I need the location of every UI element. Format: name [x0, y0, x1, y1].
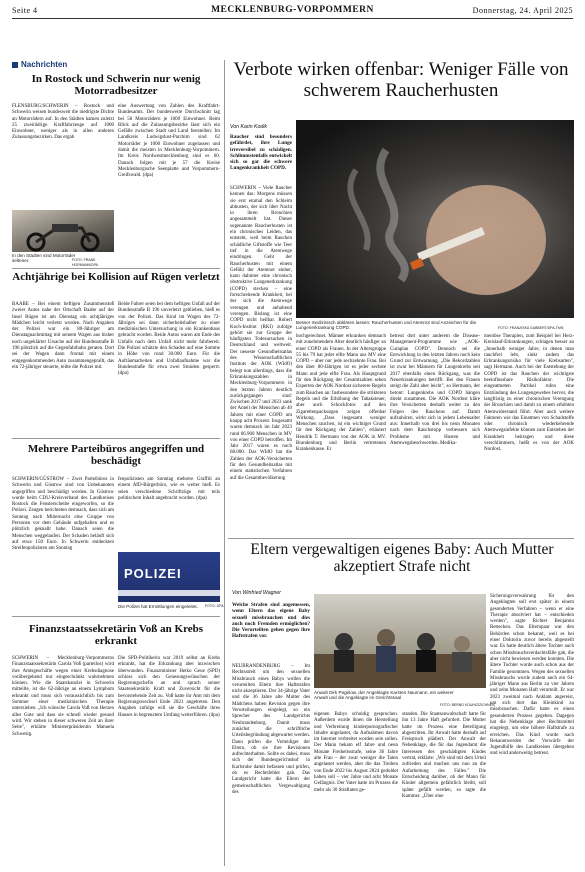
- baby-credit: FOTO: BERND KOUHIZ/ZICHNEN: [440, 703, 495, 707]
- main-byline: Von Karin Kodik: [230, 124, 268, 130]
- article3-headline: Mehrere Parteibüros angegriffen und beschädigt: [27, 443, 205, 467]
- article1-headline: In Rostock und Schwerin nur wenig Motorradbesitzer: [31, 73, 201, 97]
- baby-caption: Anwalt Dirk Pegelow, der Angeklagte Karsten Naumann, ein weiterer Anwalt und die Angeklagte im Gerichtssaal: [314, 690, 454, 701]
- courtroom-photo: [314, 594, 486, 688]
- baby-col4: Sicherungsverwahrung für den Angeklagten soll erst später in einem gesonderten Verfahren – wenn er eine Therapie absolviert hat – entschieden werden", sagte Richter Benjamin Bettecken. Das Elternpaar war den Behörden schon bekannt, weil es bei einer Doktorin zuvor bereits abgestellt war. Es hatte deutlich ältere Tochter auch schon Missbrauchsverdachtsfälle gab, die aber nicht bewiesen werden konnten. Die ältere Tochter wurde auch schon aus der Familie genommen. Wegen des sexuellen Missbrauchs wurde zudem auch ein 64-jähriger Mann aus Berlin zu vier Jahren und zehn Monaten Haft verurteilt. Er war 2023 zweimal nach Anklam angereist, um sich dort das Kleinkind zu missbrauchen. Dafür hatte es einen gesonderten Prozess gegeben. Dagegen hat die Nebenklage aber Rechtsmittel eingelegt, um eine höhere Haftstrafe zu erreichen. Das Kind wurde nach Bekanntwerden der Vorwürfe der Jugendhilfe des Landkreises übergeben und wird anderweitig betreut.: [490, 594, 574, 757]
- article1-caption: In den Städten sind Motorräder seltener.: [12, 253, 76, 264]
- article3-col1: SCHWERIN/GÜSTROW – Zwei Parteibüros in Schwerin und Güstrow sind von Unbekannten angegriffen und beschädigt worden. In Güstrow wurde beim CDU-Kreisverband des Landkreises Rostock die Fensterscheibe eingeworfen, so die Polizei. Zeugen berichteten demnach, dass sich am Sonntag nach Mitternacht eine Gruppe von Personen vor dem Gebäude aufgehalten und es plötzlich geknallt habe. Danach seien die Menschen weggelaufen. Der Schaden beläuft sich auf etwa 150 Euro. In Schwerin entdeckten Streifenpolizisten am Sonntag: [12, 477, 114, 552]
- article4-headline: Finanzstaatssekretärin Voß an Krebs erkrankt: [28, 623, 204, 647]
- article4-col1: SCHWERIN – Mecklenburg-Vorpommerns Finanzstaatssekretärin Carola Voß (parteilos) wird ihre Amtsgeschäfte wegen einer Krebsdiagnose vorübergehend nur eingeschränkt wahrnehmen können. Wie die Staatskanzlei in Schwerin mitteilte, ist die 62-Jährige an einem Lymphom erkrankt und muss sich voraussichtlich bis zum Sommer einer medizinischen Therapie unterziehen. „Ich wünsche Carola Voß von Herzen alles Gute und dass sie schnell wieder gesund wird. Wir stehen in dieser schweren Zeit an ihrer Seite", erklärte Ministerpräsidentin Manuela Schwesig.: [12, 656, 114, 737]
- smoker-illustration: [296, 120, 574, 318]
- section-title: MECKLENBURG-VORPOMMERN: [211, 5, 374, 15]
- issue-date: Donnerstag, 24. April 2025: [472, 6, 573, 15]
- baby-col3: standen. Die Staatsanwaltschaft hatte für ihn 13 Jahre Haft gefordert. Die Mutter hatte im Prozess eine Beteiligung abgestritten. Ihr Anwalt hatte deshalb auf Freispruch plädiert. Der Anwalt der Nebenklage, die für das Jugendamt die Interessen des geschädigten Kindes vertrat, erklärte: „Wir sind mit dem Urteil zufrieden und machen uns nun an die Aufarbeitung des Falles." Die Entscheidung darüber, ob der Mann für Kinder allgemein gefährlich bleibt, soll später gefällt werden, so tagte die Kammer. „Über eine: [402, 712, 486, 799]
- article1-credit: FOTO: FRANK HORMANN/DPA: [72, 258, 98, 268]
- baby-col1: NEUBRANDENBURG – Im Rechtsstreit um den sexuellen Missbrauch eines Babys wollen die verurteilten Eltern ihre Haftstrafen nicht akzeptieren. Der 34-jährige Vater und die 36 Jahre alte Mutter des Mädchens haben Revision gegen ihre Verurteilungen eingelegt, so ein Sprecher des Landgerichts Neubrandenburg. Damit muss zunächst die schriftliche Urteilsbegründung abgewartet werden. Dann prüfen die Verteidiger der Eltern, ob sie ihre Revisionen aufrechterhalten. Sollte es dabei, muss sich der Bundesgerichtshof in Karlsruhe damit befassen und prüfen, ob es Rechtsfehler gab. Das Landgericht hatte die Eltern der gemeinschaftlichen Vergewaltigung des: [232, 664, 310, 795]
- divider: [12, 616, 220, 617]
- page-number: Seite 4: [12, 6, 38, 15]
- main-col3: betreut dort unter anderem die Disease-Management-Programme wie „AOK-Curaplan COPD". Dennoch sei die Entwicklung in den letzten Jahren noch kein Grund zur Entwarnung. „Die Rekordzahlen ist zwar bei Männern für Lungenkrebs seit 2017 ebenfalls einen Rückgang, was die Neuerkrankungen betrifft. Bei den Frauen steigt die Zahl aber leicht", so Hermann, der betont: Lungenkrebs und COPD hängen direkt zusammen. Die AOK Nordost kläre ihre Versicherten deshalb weiter zu den Folgen des Rauchens auf. Damit aufzuhören, wirkt sich in jedem Lebensalter aus: Innerhalb von drei bis neun Monaten nach dem Rauchstopp verbessern sich Probleme mit Husten und Atemwegsbeschwerden. Medika-: [390, 334, 480, 447]
- article3-caption: Die Polizei hat Ermittlungen eingeleitet.: [118, 604, 198, 609]
- article3-col2: fenpolizisten am Sonntag mehrere Graffiti an einem AfD-Bürgerbüro, wie es weiter hieß. Es seien verschiedene Schriftzüge mit teils politischem Inhalt angebracht worden. (dpa): [118, 477, 220, 501]
- article3-col1-cont: [12, 552, 114, 612]
- article3-credit: FOTO: DPA: [205, 604, 224, 608]
- main-col2: hochgerechnet. Männer erkranken demnach mit zunehmendem Alter deutlich häufiger an einer COPD als Frauen. In der Altersgruppe 55 bis 79 hat jeder elfte Mann aus MV eine COPD – aber nur jede sechzehnte Frau. Bei den über 80-Jährigen ist es jeder sechste Mann und jede elfte Frau. Als Hauptgrund für den Rückgang der Gesamtzahlen sehen Experten der AOK Nordost sicherere Regeln zum Rauchen an: Insbesondere die strikteren Regeln und die Erhöhung der Tabaksteuer, aber auch Schockfotos auf den Zigarettenpackungen zeigen offenbar Wirkung. „Dass insgesamt weniger Menschen rauchen, ist ein wichtiger Grund für den Rückgang der Zahlen", erläutert Hendrik T. Hermann von der AOK in MV. Brandenburg und Berlin vertretenen Krankenkasse. Er: [296, 334, 386, 453]
- news-section-label: Nachrichten: [12, 60, 67, 69]
- motorcycle-photo: [12, 210, 114, 252]
- divider: [12, 438, 220, 439]
- police-lettering: POLIZEI: [124, 566, 182, 581]
- divider: [12, 268, 220, 269]
- police-car-photo: [118, 552, 220, 602]
- main-col1: SCHWERIN – Viele Raucher kennen das: Morgens müssen sie erst einmal den Schleim abhusten, der sich über Nacht in ihren Bronchien angesammelt hat. Dieser sogenannte Raucherhusten ist ein chronisches Leiden, das entsteht, weil beim Rauchen schädliche Giftstoffe wie Teer tief in die Atemwege eindringen. Geht der Raucherhusten mit einem Gefühl der Atemnot einher, kann dahinter eine chronisch obstruktive Lungenerkrankung (COPD) stecken – eine fortschreitende Krankheit, bei der sich die Atemwege verengen und anhaltend verengen. Bislang ist eine COPD nicht heilbar. Robert Koch-Institut (RKI) zufolge gehört sie zur Gruppe der häufigsten Todesursachen in Deutschland und weltweit. Der neueste Gesundheitsatlas des Wissenschaftlichen Instituts der AOK (WIdO) belegt nun allerdings, dass die Erkrankungszahlen in Mecklenburg-Vorpommern in den letzten Jahren deutlich zurückgegangen sind: Zwischen 2017 und 2023 sank der Anteil der Menschen ab 40 Jahren mit einer COPD um knapp acht Prozent. Insgesamt waren demnach im Jahr 2023 rund 66.900 Menschen in MV von einer COPD betroffen. Im Jahr 2017 waren es noch 68.000. Das WIdO hat die Zahlen der AOK-Versicherten für den Gesundheitsatlas mit einem statistischen Verfahren auf die Gesamtbevölkerung: [230, 186, 292, 481]
- main-headline: Verbote wirken offenbar: Weniger Fälle von schwerem Raucherhusten: [233, 59, 569, 101]
- car-stripe: [118, 590, 220, 596]
- article4-col2: Die SPD-Politikerin war 2019 selbst an Krebs erkrankt, hat die Erkrankung aber inzwischen überwunden. Finanzminister Heiko Geue (SPD) schloss sich den Genesungswünschen der Regierungschefin an und sprach seiner Staatssekretärin Kraft und Zuversicht für die bevorstehende Zeit zu. Voß hatte ihr Amt mit dem Regierungswechsel Ende 2021 angetreten. Den Angaben zufolge will sie die Geschäfte ihres Hauses in begrenztem Umfang weiterführen. (dpa): [118, 656, 220, 718]
- baby-headline: Eltern vergewaltigen eigenes Baby: Auch Mutter akzeptiert Strafe nicht: [250, 541, 554, 575]
- baby-col2: eigenen Babys schuldig gesprochen. Außerdem wurde ihnen die Herstellung und Verbreitung kinderpornografischer Inhalte angelastet, da Aufnahmen davon im Internet verbreitet worden sein sollen. Der Mann bekam elf Jahre und neun Monate Freiheitsstrafe, seine 36 Jahre alte Frau – der zwar weniger die Taten angelastet werden, aber die das Treiben von Ende 2022 bis August 2024 geduldet haben soll – vier Jahre und acht Monate Gefängnis. Der Vater hatte im Prozess die mehr als 30 Straftaten ge-: [314, 712, 398, 793]
- main-caption: Besser medizinisch abklären lassen: Raucherhusten und Atemnot sind Anzeichen für die Lungenerkrankung COPD.: [296, 320, 477, 331]
- divider: [228, 538, 574, 539]
- smoker-photo: [296, 120, 574, 318]
- column-rule: [224, 60, 225, 866]
- baby-lead: Welche Strafen sind angemessen, wenn Eltern das eigene Baby sexuell missbrauchen und dies auch noch Fremden ermöglichen? Die Verurteilten gehen gegen ihre Haftstrafen vor.: [232, 602, 310, 640]
- main-credit: FOTO: FRANZISKA GABBERT/DPA-TMN: [498, 326, 564, 330]
- article2-col1: BAABE – Bei einem heftigen Zusammenstoß zweier Autos nahe der Ortschaft Baabe auf der Insel Rügen ist am Dienstag ein achtjähriges Mädchen leicht verletzt worden. Nach Angaben der Polizei war ein 80-Jähriger am Dienstagnachmittag mit seinem Wagen aus bisher noch ungeklärter Ursache auf der Bundesstraße B 196 plötzlich auf die Gegenfahrbahn geraten. Dort sei der Wagen dann frontal mit einem entgegenkommenden Auto zusammengeprallt, das ein 72-jähriger steuerte, teilte die Polizei mit.: [12, 302, 114, 370]
- article1-col2: eine Auswertung von Zahlen des Kraftfahrt-Bundesamts. Der bundesweite Durchschnitt lag bei 58 Motorrädern je 1000 Einwohner. Beim Blick auf die Zulassungsbezirke lässt sich ein Gefälle zwischen Stadt und Land feststellen: Im Landkreis Ludwigslust-Parchim sind 62 Motorräder je 1000 Einwohner zugelassen und damit die meisten in Mecklenburg-Vorpommern. Im Kreis Nordwestmecklenburg sind es 60. Danach folgen mit je 57 die Kreise Mecklenburgische Seenplatte und Vorpommern-Greifswald. (dpa): [118, 104, 220, 179]
- main-lead: Raucher sind besonders gefährdet, ihre Lunge irreversibel zu schädigen. Schlimmstenfalls entwickelt sich so gar die schwere Lungenkrankheit COPD.: [230, 134, 292, 172]
- courtroom-illustration: [314, 594, 486, 688]
- main-col4: mentöse Therapien, zum Beispiel bei Herz-Kreislauf-Erkrankungen, schlagen besser an „Innerhalb weniger Jahre, in denen man rauchfrei lebt, sinkt zudem das Erkrankungsrisiko für viele Krebsarten", sagt Hermann. Auch bei der Entstehung der COPD ist das Rauchen der wichtigste beeinflussbare Risikofaktor. Die eingeatmeten Partikel rufen eine Entzündung des Lungengewebes hervor, die langfristig zu einer chronischen Verengung der Bronchien und damit zu einem erhöhten Atemwiderstand führt. Aber auch weitere Faktoren wie das Einatmen von Schadstoffe oder chronisch wiederkehrende Atemwegsinfekte können zum Entstehen der Krankheit beitragen und diese verschlimmern, heißt es von der AOK Nordost.: [484, 334, 574, 453]
- article1-col1: FLENSBURG/SCHWERIN – Rostock und Schwerin weisen bundesweit die niedrigste Dichte an Motorrädern auf. In den Städten kamen zuletzt 25 zweirädrige Kraftfahrzeuge auf 1000 Einwohner, weniger als in allen anderen Zulassungsbezirken. Das ergab: [12, 104, 114, 141]
- baby-byline: Von Winfried Wagner: [232, 590, 281, 596]
- square-icon: [12, 62, 18, 68]
- article2-headline: Achtjährige bei Kollision auf Rügen verletzt: [12, 271, 220, 283]
- article2-col2: Beide Fahrer seien bei dem heftigen Unfall auf der Bundesstraße B 196 unverletzt geblieben, hieß es von der Polizei. Das Kind im Wagen des 72-Jährigen sei dann sicherheitshalber zu einer medizinischen Untersuchung in ein Krankenhaus gebracht worden. Beide Autos waren am Ende des Unfalls nach dem Unfall nicht mehr fahrbereit. Die Polizei schätzte den Schaden auf eine Summe in Höhe von rund 30.000 Euro. Für die Aufräumarbeiten und Unfallaufnahme war die Bundesstraße für etwa zwei Stunden gesperrt. (dpa): [118, 302, 220, 377]
- motorcycle-icon: [12, 210, 114, 252]
- page-header: [12, 4, 573, 19]
